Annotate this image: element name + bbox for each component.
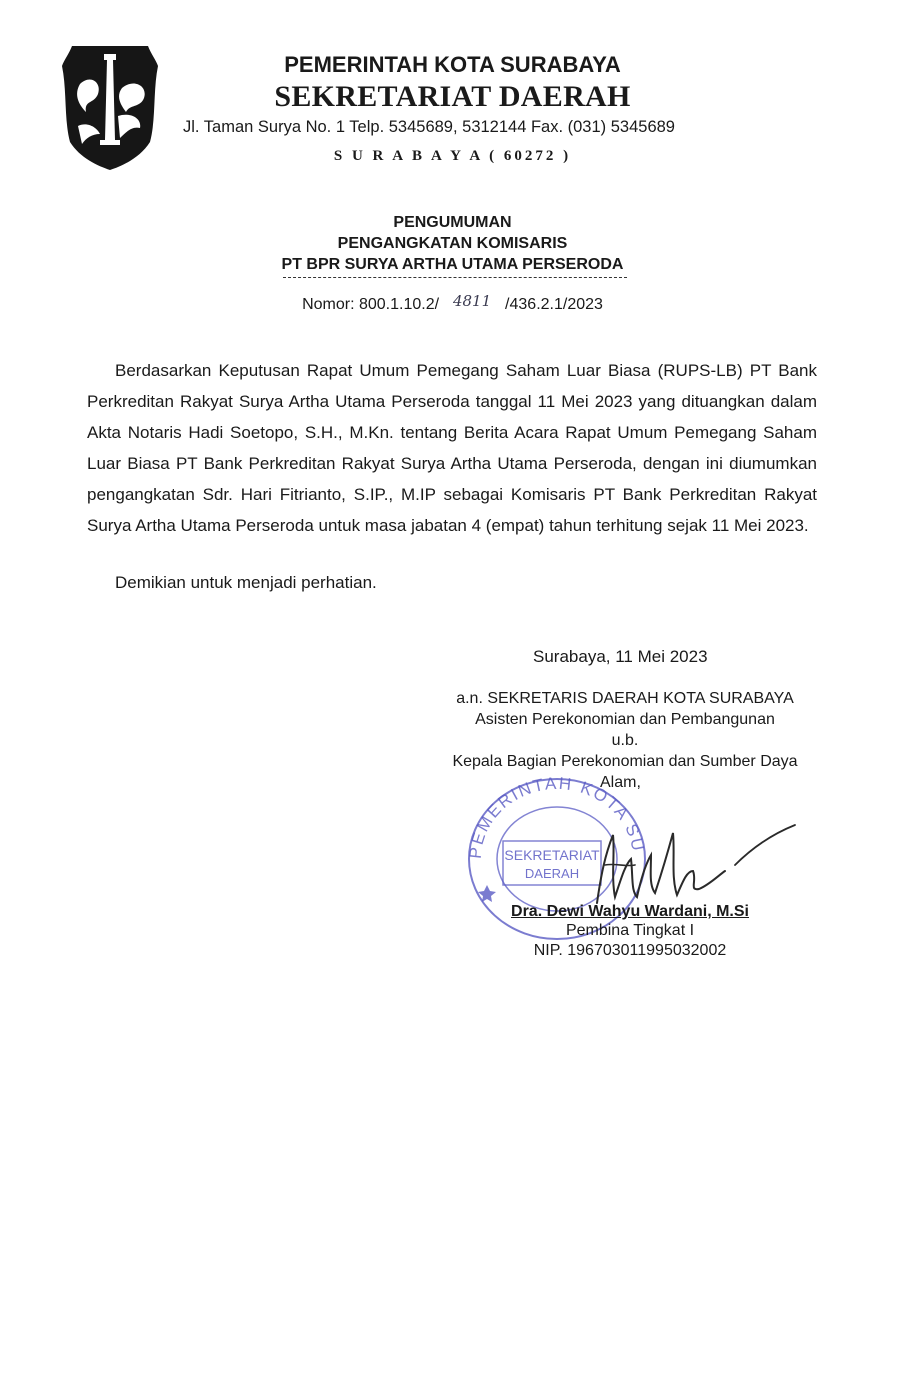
government-name: PEMERINTAH KOTA SURABAYA bbox=[284, 52, 621, 77]
signatory-line-1: a.n. SEKRETARIS DAERAH KOTA SURABAYA bbox=[456, 690, 794, 707]
signatory-line-3: u.b. bbox=[611, 732, 639, 749]
office-city: S U R A B A Y A ( 60272 ) bbox=[333, 148, 572, 164]
signatory-line-4: Kepala Bagian Perekonomian dan Sumber Daya bbox=[452, 753, 798, 770]
stamp-center-text-2: DAERAH bbox=[524, 866, 580, 881]
handwritten-number: 4811 bbox=[452, 292, 492, 310]
city-emblem-icon bbox=[60, 42, 160, 172]
document-number-prefix: Nomor: 800.1.10.2/ bbox=[302, 296, 440, 313]
signatory-line-5: Alam, bbox=[600, 774, 641, 791]
stamp-ring-text: PEMERINTAH KOTA SU bbox=[465, 775, 648, 860]
signatory-name: Dra. Dewi Wahyu Wardani, M.Si bbox=[511, 903, 749, 920]
place-date: Surabaya, 11 Mei 2023 bbox=[533, 647, 708, 666]
closing-sentence: Demikian untuk menjadi perhatian. bbox=[115, 573, 377, 592]
title-divider bbox=[283, 277, 627, 278]
stamp-center-text-1: SEKRETARIAT bbox=[504, 847, 600, 863]
document-number bbox=[180, 292, 725, 314]
document-subtitle: PENGANGKATAN KOMISARIS bbox=[337, 235, 568, 252]
signatory-rank: Pembina Tingkat I bbox=[565, 922, 695, 939]
document-title: PENGUMUMAN bbox=[393, 214, 512, 231]
announcement-paragraph: Berdasarkan Keputusan Rapat Umum Pemegang Saham Luar Biasa (RUPS-LB) PT Bank Perkreditan Rakyat Surya Artha Utama Perseroda tanggal 11 Mei 2023 yang dituangkan dalam Akta Notaris Hadi Soetopo, S.H., M.Kn. tentang Berita Acara Rapat Umum Pemegang Saham Luar Biasa PT Bank Perkreditan Rakyat Surya Artha Utama Perseroda, dengan ini diumumkan pengangkatan Sdr. Hari Fitrianto, S.IP., M.IP sebagai Komisaris PT Bank Perkreditan Rakyat Surya Artha Utama Perseroda untuk masa jabatan 4 (empat) tahun terhitung sejak 11 Mei 2023. bbox=[87, 361, 817, 535]
office-name: SEKRETARIAT DAERAH bbox=[274, 80, 631, 113]
company-name: PT BPR SURYA ARTHA UTAMA PERSERODA bbox=[281, 256, 624, 273]
document-number-suffix: /436.2.1/2023 bbox=[505, 296, 603, 313]
signature-icon bbox=[575, 815, 805, 915]
office-address: Jl. Taman Surya No. 1 Telp. 5345689, 5312144 Fax. (031) 5345689 bbox=[183, 118, 675, 136]
signatory-line-2: Asisten Perekonomian dan Pembangunan bbox=[475, 711, 775, 728]
signatory-nip: NIP. 196703011995032002 bbox=[533, 942, 727, 959]
